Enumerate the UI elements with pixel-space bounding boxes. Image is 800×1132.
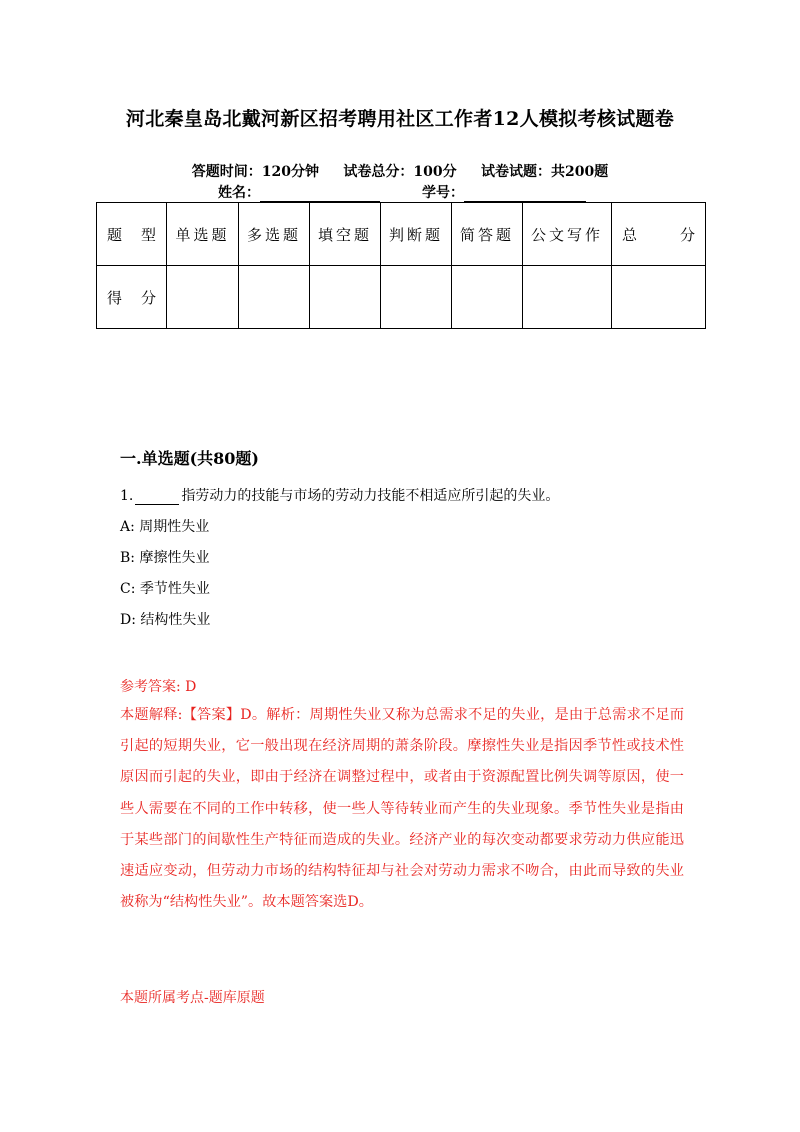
header-multiple-choice: 多选题 bbox=[239, 203, 310, 266]
header-true-false: 判断题 bbox=[381, 203, 452, 266]
knowledge-point: 本题所属考点-题库原题 bbox=[120, 990, 265, 1006]
answer-explanation: 本题解释:【答案】D。解析：周期性失业又称为总需求不足的失业，是由于总需求不足而引起的短期失业，它一般出现在经济周期的萧条阶段。摩擦性失业是指因季节性或技术性原因而引起的失业，即由于经济在调整过程中，或者由于资源配置比例失调等原因，使一些人需要在不同的工作中转移，使一些人等待转业而产生的失业现象。季节性失业是指由于某些部门的间歇性生产特征而造成的失业。经济产业的每次变动都要求劳动力供应能迅速适应变动，但劳动力市场的结构特征却与社会对劳动力需求不吻合，由此而导致的失业被称为“结构性失业”。故本题答案选D。 bbox=[120, 707, 684, 911]
header-fill-blank: 填空题 bbox=[310, 203, 381, 266]
question-text: 指劳动力的技能与市场的劳动力技能不相适应所引起的失业。 bbox=[181, 488, 560, 504]
score-cell bbox=[239, 266, 310, 329]
score-cell bbox=[523, 266, 612, 329]
score-cell bbox=[167, 266, 239, 329]
header-official-writing: 公文写作 bbox=[523, 203, 612, 266]
score-cell bbox=[452, 266, 523, 329]
header-total: 总 分 bbox=[612, 203, 706, 266]
option-b: B: 摩擦性失业 bbox=[120, 550, 210, 566]
question-stem bbox=[120, 485, 720, 505]
document-title: 河北秦皇岛北戴河新区招考聘用社区工作者12人模拟考核试题卷 bbox=[125, 108, 675, 130]
score-table bbox=[96, 202, 706, 329]
id-label: 学号： bbox=[422, 185, 464, 201]
score-table-header-row bbox=[97, 203, 706, 266]
option-d: D: 结构性失业 bbox=[120, 612, 211, 628]
score-cell bbox=[612, 266, 706, 329]
score-cell bbox=[310, 266, 381, 329]
id-blank bbox=[464, 186, 586, 202]
header-single-choice: 单选题 bbox=[167, 203, 239, 266]
score-table-score-row bbox=[97, 266, 706, 329]
score-row-label: 得 分 bbox=[97, 266, 167, 329]
score-cell bbox=[381, 266, 452, 329]
header-short-answer: 简答题 bbox=[452, 203, 523, 266]
section-heading: 一.单选题(共80题) bbox=[120, 449, 259, 468]
exam-info-line: 答题时间：120分钟 试卷总分：100分 试卷试题：共200题 bbox=[191, 164, 609, 180]
option-a: A: 周期性失业 bbox=[120, 519, 210, 535]
question-blank bbox=[135, 490, 179, 505]
option-c: C: 季节性失业 bbox=[120, 581, 210, 597]
student-info-line bbox=[218, 182, 586, 202]
name-label: 姓名： bbox=[218, 185, 260, 201]
reference-answer: 参考答案: D bbox=[120, 679, 197, 695]
header-question-type: 题 型 bbox=[97, 203, 167, 266]
question-number: 1. bbox=[120, 488, 134, 504]
name-blank bbox=[260, 186, 380, 202]
